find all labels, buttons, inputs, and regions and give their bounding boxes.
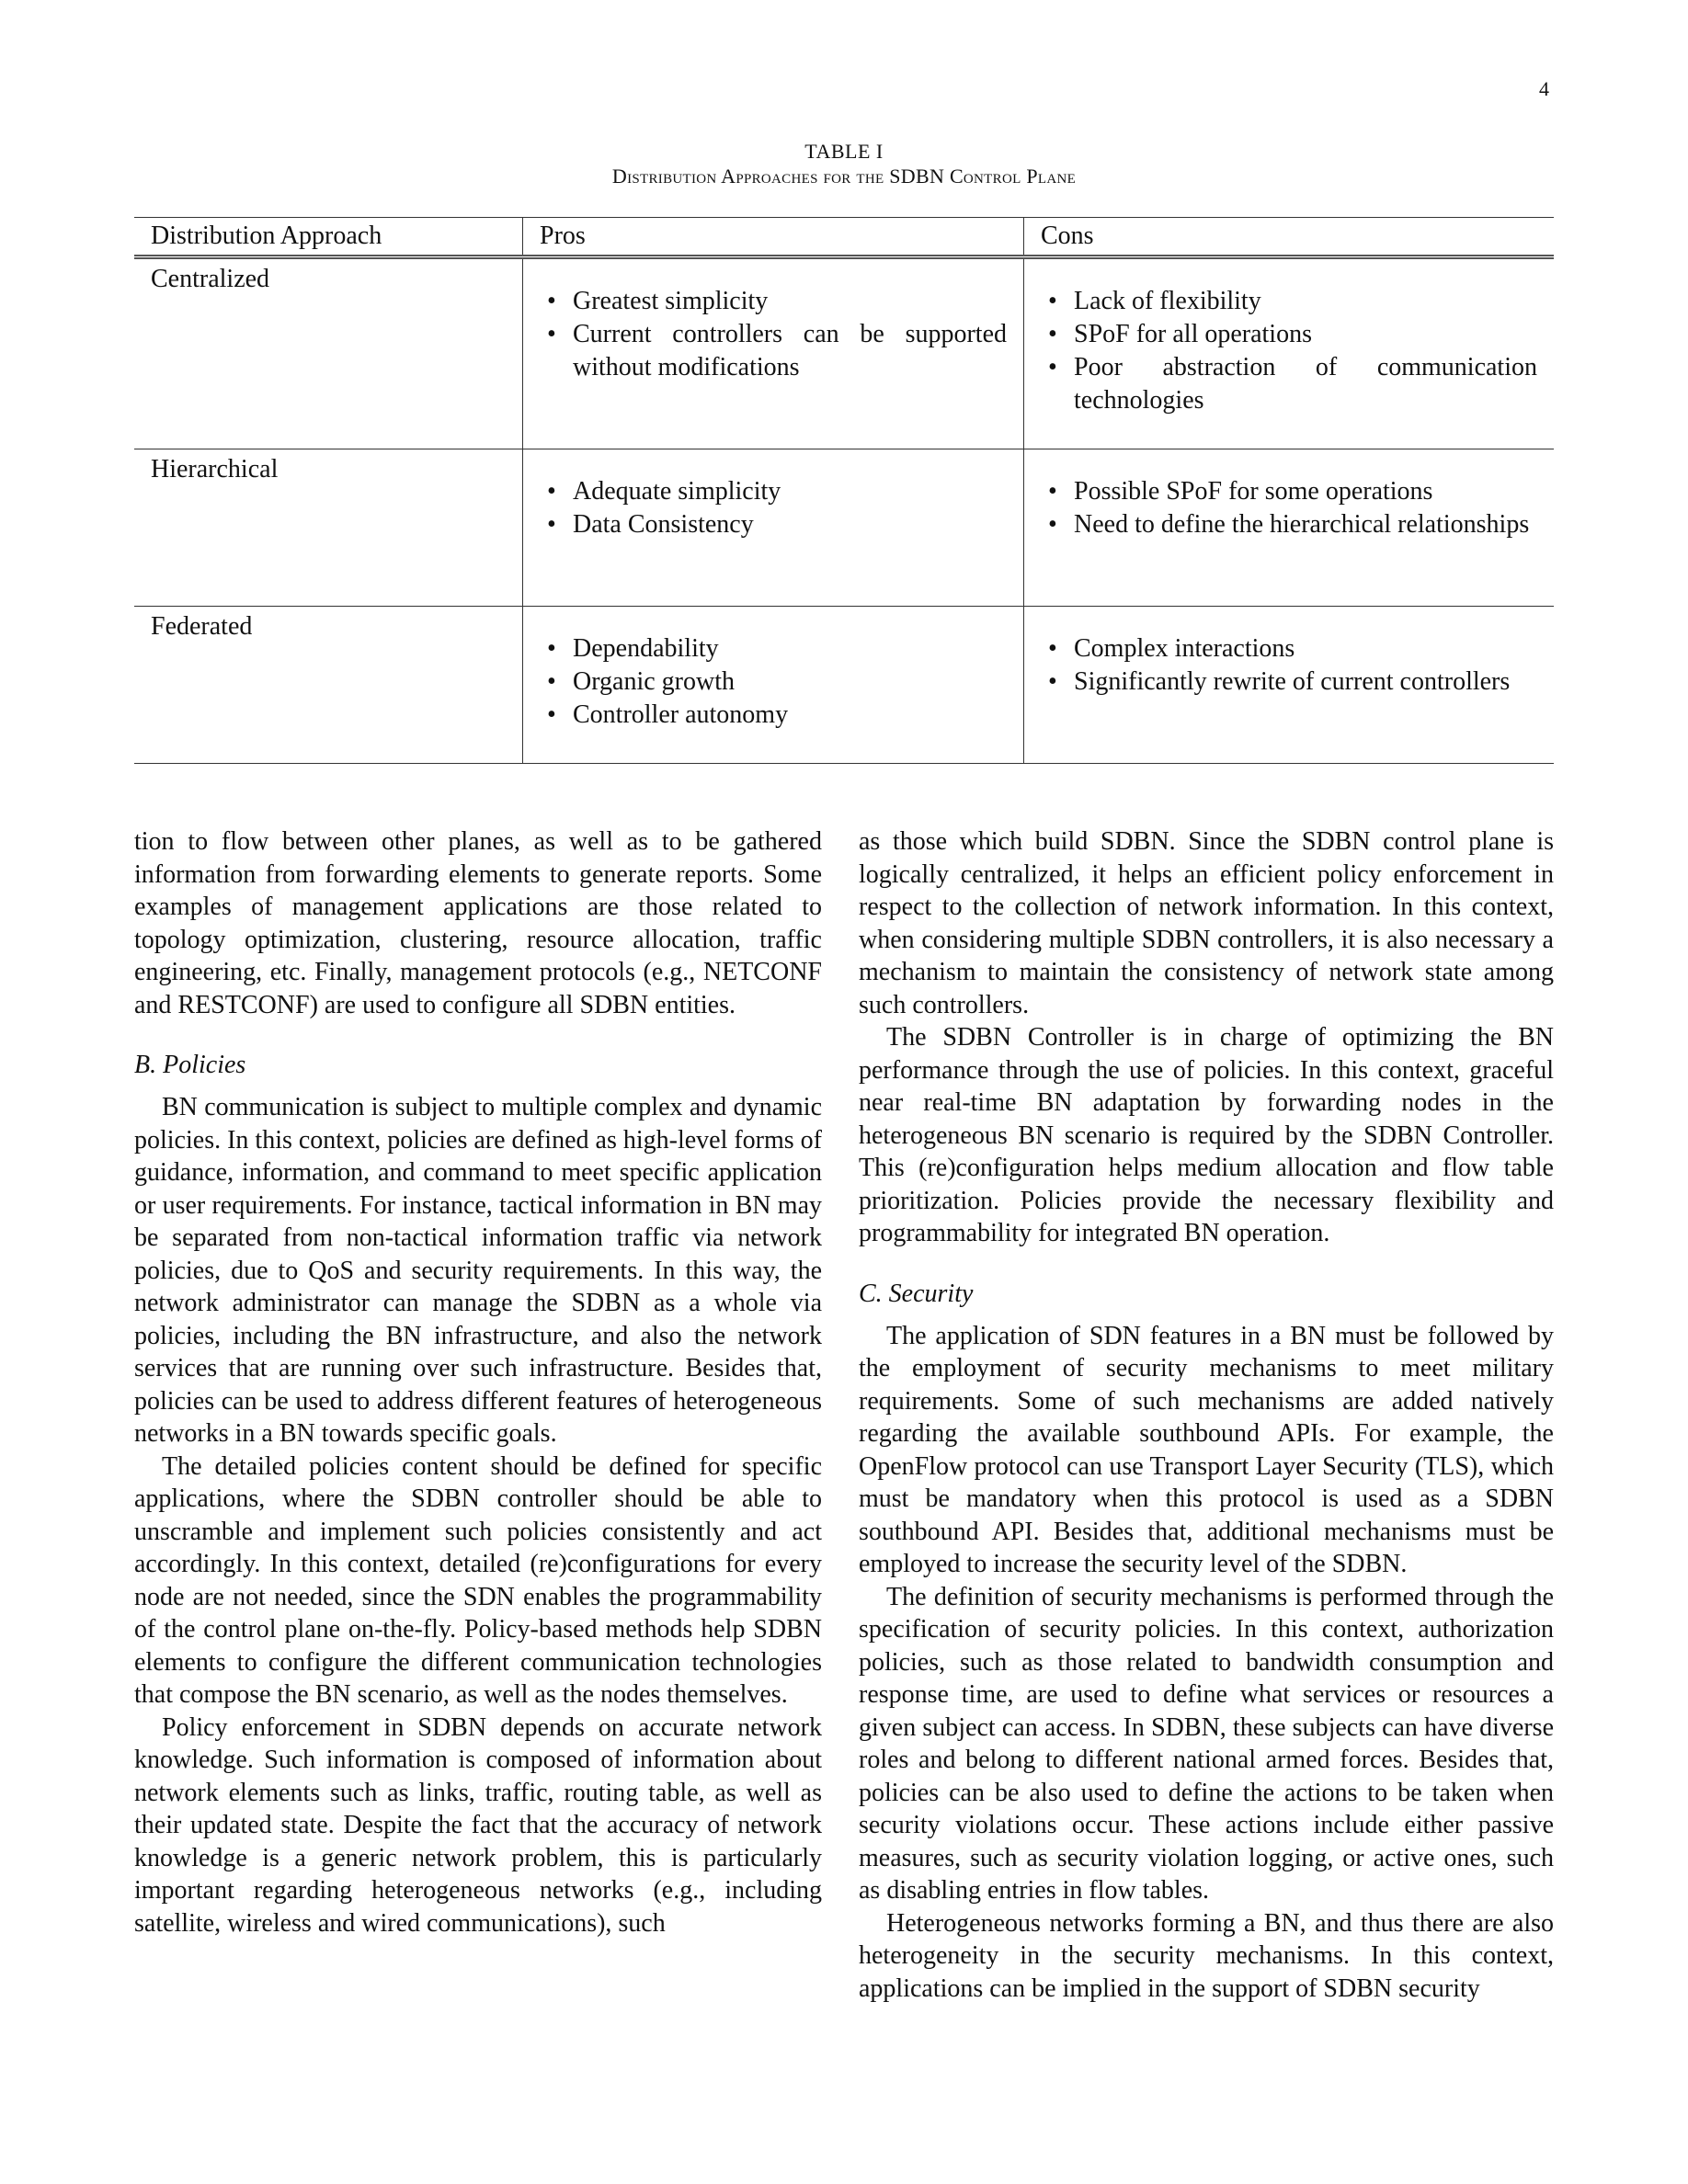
right-column (859, 825, 1554, 2005)
table-title: Distribution Approaches for the SDBN Control Plane (611, 165, 1077, 188)
list-item: • Controller autonomy (540, 699, 1007, 732)
approach-cell: Centralized (134, 257, 523, 449)
pros-cell (523, 449, 1024, 607)
distribution-table (134, 217, 1554, 764)
list-item: • Greatest simplicity (540, 285, 1007, 318)
pros-list (540, 285, 1007, 384)
approach-cell: Hierarchical (134, 449, 523, 607)
table-row (134, 449, 1554, 607)
page-number: 4 (1539, 77, 1549, 100)
cons-cell (1024, 257, 1555, 449)
cons-list (1041, 475, 1537, 541)
table-row (134, 607, 1554, 764)
pros-list (540, 632, 1007, 732)
paragraph: tion to flow between other planes, as well as to be gathered information from forwarding elements to generate reports. Some examples of management applications are those related to topology optimization, clustering, resource allocation, traffic engineering, etc. Finally, management protocols (e.g., NETCONF and RESTCONF) are used to configure all SDBN entities. (134, 827, 822, 1019)
pros-list (540, 475, 1007, 541)
paragraph: Policy enforcement in SDBN depends on accurate network knowledge. Such information is composed of information about network elements such as links, traffic, routing table, as well as their updated state. Despite the fact that the accuracy of network knowledge is a generic network problem, this is particularly important regarding heterogeneous networks (e.g., including satellite, wireless and wired communications), such (134, 1712, 822, 1938)
list-item: • Significantly rewrite of current controllers (1041, 665, 1537, 699)
table-header-row (134, 218, 1554, 257)
list-item: • Possible SPoF for some operations (1041, 475, 1537, 508)
paragraph: Heterogeneous networks forming a BN, and thus there are also heterogeneity in the security mechanisms. In this context, applications can be implied in the support of SDBN security (859, 1908, 1554, 2003)
left-column (134, 825, 822, 1939)
table-row (134, 257, 1554, 449)
header-cons: Cons (1024, 218, 1555, 257)
paragraph: BN communication is subject to multiple complex and dynamic policies. In this context, policies are defined as high-level forms of guidance, information, and command to meet specific application or user requirements. For instance, tactical information in BN may be separated from non-tactical information traffic via network policies, due to QoS and security requirements. In this way, the network administrator can manage the SDBN as a whole via policies, including the BN infrastructure, and also the network services that are running over such infrastructure. Besides that, policies can be used to address different features of heterogeneous networks in a BN towards specific goals. (134, 1093, 823, 1448)
list-item: • Adequate simplicity (540, 475, 1007, 508)
list-item: • Current controllers can be supported without modifications (540, 318, 1007, 384)
cons-list (1041, 632, 1537, 699)
cons-list (1041, 285, 1537, 417)
pros-cell (523, 257, 1024, 449)
paragraph: The detailed policies content should be defined for specific applications, where the SDBN controller should be able to unscramble and implement such policies consistently and act accordingly. In this context, detailed (re)configurations for every node are not needed, since the SDN enables the programmability of the control plane on-the-fly. Policy-based methods help SDBN elements to configure the different communication technologies that compose the BN scenario, as well as the nodes themselves. (134, 1451, 822, 1709)
header-approach: Distribution Approach (134, 218, 523, 257)
list-item: • Need to define the hierarchical relationships (1041, 508, 1537, 541)
pros-cell (523, 607, 1024, 764)
paragraph: The definition of security mechanisms is performed through the specification of security policies. In this context, authorization policies, such as those related to bandwidth consumption and response time, are used to define what services or resources a given subject can access. In SDBN, these subjects can have diverse roles and belong to different national armed forces. Besides that, policies can be also used to define the actions to be taken when security violations occur. These actions include either passive measures, such as security violation logging, or active ones, such as disabling entries in flow tables. (859, 1582, 1554, 1905)
cons-cell (1024, 449, 1555, 607)
list-item: • Data Consistency (540, 508, 1007, 541)
list-item: • Organic growth (540, 665, 1007, 699)
list-item: • Lack of flexibility (1041, 285, 1537, 318)
list-item: • Dependability (540, 632, 1007, 665)
table-caption (0, 140, 1688, 189)
paragraph: as those which build SDBN. Since the SDBN control plane is logically centralized, it helps an efficient policy enforcement in respect to the collection of network information. In this context, when considering multiple SDBN controllers, it is also necessary a mechanism to maintain the consistency of network state among such controllers. (859, 827, 1554, 1019)
section-heading-security: C. Security (859, 1279, 974, 1308)
section-heading-policies: B. Policies (134, 1051, 246, 1079)
paragraph: The SDBN Controller is in charge of optimizing the BN performance through the use of policies. In this context, graceful near real-time BN adaptation by forwarding nodes in the heterogeneous BN scenario is required by the SDBN Controller. This (re)configuration helps medium allocation and flow table prioritization. Policies provide the necessary flexibility and programmability for integrated BN operation. (859, 1023, 1554, 1247)
list-item: • Poor abstraction of communication technologies (1041, 351, 1537, 417)
list-item: • Complex interactions (1041, 632, 1537, 665)
paragraph: The application of SDN features in a BN must be followed by the employment of security mechanisms to meet military requirements. Some of such mechanisms are added natively regarding the available southbound APIs. For example, the OpenFlow protocol can use Transport Layer Security (TLS), which must be mandatory when this protocol is used as a SDBN southbound API. Besides that, additional mechanisms must be employed to increase the security level of the SDBN. (859, 1321, 1554, 1578)
approach-cell: Federated (134, 607, 523, 764)
list-item: • SPoF for all operations (1041, 318, 1537, 351)
header-pros: Pros (523, 218, 1024, 257)
cons-cell (1024, 607, 1555, 764)
table-label: TABLE I (804, 140, 884, 163)
